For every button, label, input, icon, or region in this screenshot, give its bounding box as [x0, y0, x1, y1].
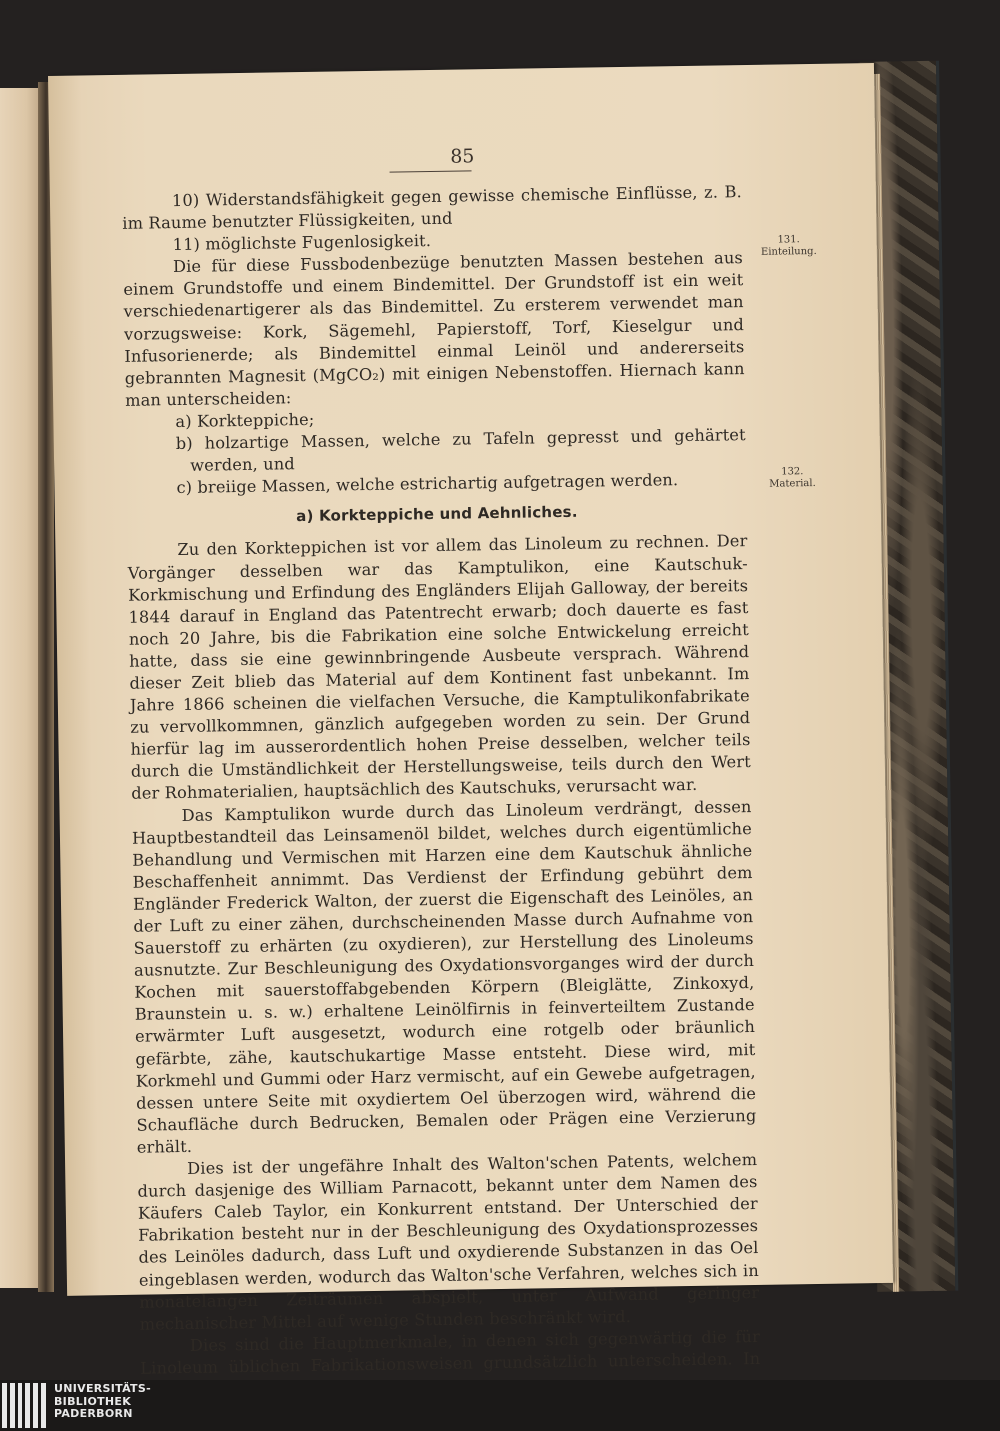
library-logo-text — [54, 1383, 151, 1421]
list-item-10: 10) Widerstandsfähigkeit gegen gewisse chemische Einflüsse, z. B. im Raume benutzter Flüssigkeiten, und — [122, 182, 743, 233]
page-body — [122, 181, 761, 1402]
paragraph-1: Zu den Korkteppichen ist vor allem das Linoleum zu rechnen. Der Vorgänger desselben war das Kamptulikon, eine Kautschuk-Korkmischung und Erfindung des Engländers Elijah Galloway, der bereits 1844 darauf in England das Patentrecht erwarb; doch dauerte es fast noch 20 Jahre, bis die Fabrikation eine solche Entwickelung erreicht hatte, dass sie eine gewinnbringende Ausbeute versprach. Während dieser Zeit blieb das Material auf dem Kontinent fast unbekannt. Im Jahre 1866 scheinen die vielfachen Versuche, die Kamptulikonfabrikate zu vervollkommnen, gänzlich aufgegeben worden zu sein. Der Grund hierfür lag im ausserordentlich hohen Preise desselben, welcher teils durch die Umständlichkeit der Herstellungsweise, teils durch den Wert der Rohmaterialien, hauptsächlich des Kautschuks, verursacht war. — [127, 531, 752, 804]
list-item-11: 11) möglichste Fugenlosigkeit. — [172, 231, 432, 255]
page-number: 85 — [450, 145, 475, 168]
section-heading: a) Korkteppiche und Aehnliches. — [296, 503, 578, 526]
margin-note-label: Einteilung. — [760, 245, 817, 258]
margin-note-label: Material. — [769, 477, 816, 490]
library-footer — [0, 1380, 1000, 1431]
list-item-c: c) breiige Massen, welche estrichartig aufgetragen werden. — [176, 470, 679, 498]
paragraph-3: Dies ist der ungefähre Inhalt des Walton'schen Patents, welchem durch dasjenige des William Parnacott, bekannt unter dem Namen des Käufers Caleb Taylor, ein Konkurrent entstand. Der Unterschied der Fabrikation besteht nur in der Beschleunigung des Oxydationsprozesses des Leinöles dadurch, dass Luft und oxydierende Substanzen in das Oel eingeblasen werden, wodurch das Walton'sche Verfahren, welches sich in monatelangen Zeiträumen abspielt, unter Aufwand geringer mechanischer Mittel auf wenige Stunden beschränkt wird. — [137, 1150, 760, 1334]
page-number-rule — [390, 170, 472, 172]
book-page — [48, 63, 893, 1378]
margin-note-number: 132. — [781, 466, 804, 478]
margin-note-131 — [756, 234, 822, 259]
logo-line-3: PADERBORN — [54, 1407, 133, 1420]
list-item-a: a) Korkteppiche; — [175, 409, 315, 431]
paragraph-intro: Die für diese Fussbodenbezüge benutzten Massen bestehen aus einem Grundstoffe und einem Bindemittel. Der Grundstoff ist ein weit verschiedenartigerer als das Bindemittel. Zu ersterem verwendet man vorzugsweise: Kork, Sägemehl, Papierstoff, Torf, Kieselgur und Infusorienerde; als Bindemittel einmal Leinöl und andererseits gebrannten Magnesit (MgCO₂) mit einigen Nebenstoffen. Hiernach kann man unterscheiden: — [123, 248, 745, 410]
paragraph-4: Dies sind die Hauptmerkmale, in denen sich gegenwärtig die für Linoleum üblichen Fabrikationsweisen grundsätzlich unterscheiden. In — [140, 1326, 761, 1378]
list-item-b: b) holzartige Massen, welche zu Tafeln gepresst und gehärtet werden, und — [175, 425, 746, 475]
logo-line-1: UNIVERSITÄTS- — [54, 1382, 151, 1395]
paragraph-2: Das Kamptulikon wurde durch das Linoleum verdrängt, dessen Hauptbestandteil das Leinsamenöl bildet, welches durch eigentümliche Behandlung und Vermischen mit Harzen eine dem Kautschuk ähnliche Beschaffenheit annimmt. Das Verdienst der Erfindung gebührt dem Engländer Frederick Walton, der zuerst die Eigenschaft des Leinöles, an der Luft zu einer zähen, durchscheinenden Masse durch Aufnahme von Sauerstoff zu erhärten (zu oxydieren), zur Herstellung des Linoleums ausnutzte. Zur Beschleunigung des Oxydationsvorganges wird der durch Kochen mit sauerstoffabgebenden Körpern (Bleiglätte, Zinkoxyd, Braunstein u. s. w.) erhaltene Leinölfirnis in feinverteiltem Zustande erwärmter Luft ausgesetzt, wodurch eine rotgelb oder bräunlich gefärbte, zähe, kautschukartige Masse entsteht. Diese wird, mit Korkmehl und Gummi oder Harz vermischt, auf ein Gewebe aufgetragen, dessen untere Seite mit oxydiertem Oel überzogen wird, während die Schaufläche durch Bedrucken, Bemalen oder Prägen eine Verzierung erhält. — [131, 796, 757, 1157]
margin-note-132 — [759, 466, 825, 491]
library-logo-icon — [2, 1383, 46, 1428]
margin-note-number: 131. — [777, 234, 800, 246]
logo-line-2: BIBLIOTHEK — [54, 1394, 132, 1408]
